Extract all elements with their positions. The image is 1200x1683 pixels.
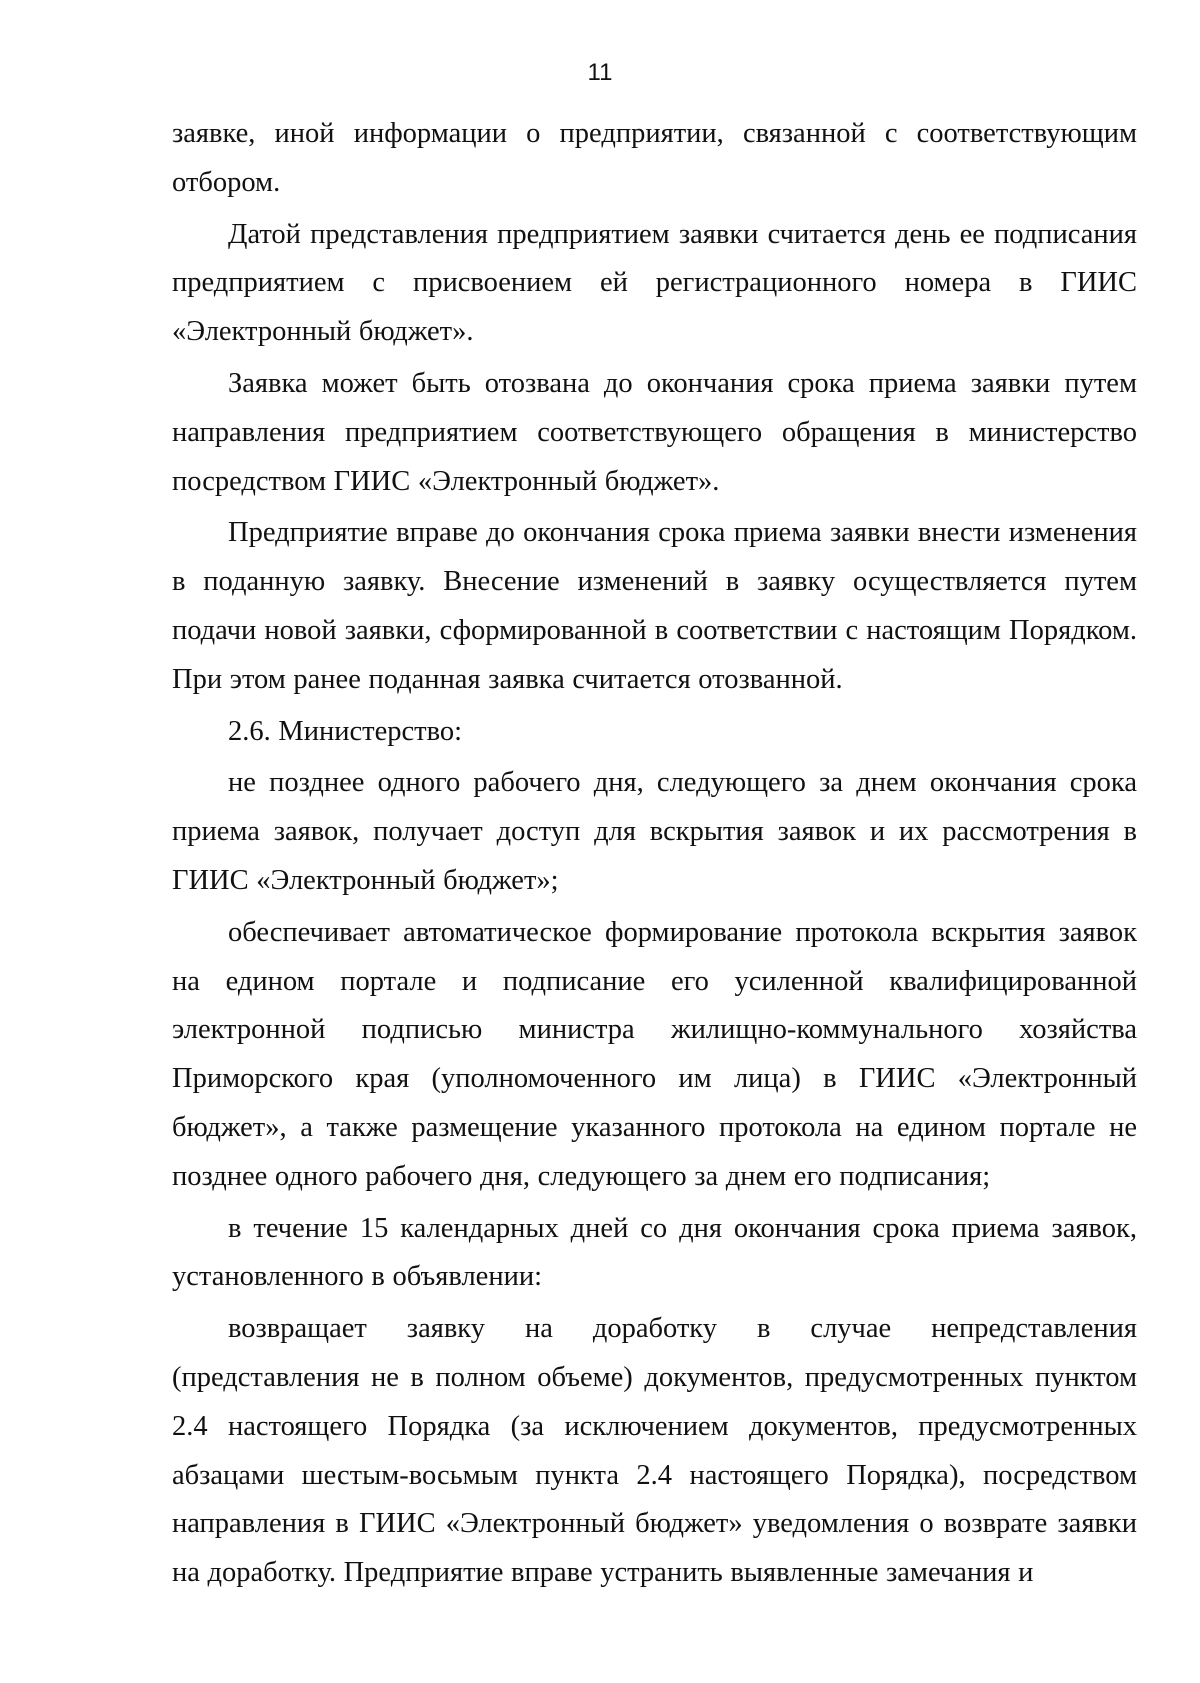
paragraph-changes: Предприятие вправе до окончания срока приема заявки внести изменения в поданную заявку. Внесение изменений в заявку осуществляется путем подачи новой заявки, сформированной в соответствии с настоящим Порядком. При этом ранее поданная заявка считается отозванной. (172, 517, 1137, 695)
paragraph-deadline: в течение 15 календарных дней со дня окончания срока приема заявок, установленного в объявлении: (172, 1212, 1137, 1293)
section-heading-2-6: 2.6. Министерство: (228, 715, 463, 747)
page-number: 11 (587, 59, 613, 86)
document-body (172, 110, 1137, 1601)
paragraph-continuation: заявке, иной информации о предприятии, связанной с соответствующим отбором. (172, 118, 1137, 198)
paragraph-protocol: обеспечивает автоматическое формирование протокола вскрытия заявок на едином портале и подписание его усиленной квалифицированной электронной подписью министра жилищно-коммунального хозяйства Приморского края (уполномоченного им лица) в ГИИС «Электронный бюджет», а также размещение указанного протокола на едином портале не позднее одного рабочего дня, следующего за днем его подписания; (172, 916, 1137, 1192)
paragraph-return: возвращает заявку на доработку в случае непредставления (представления не в полном объеме) документов, предусмотренных пунктом 2.4 настоящего Порядка (за исключением документов, предусмотренных абзацами шестым-восьмым пункта 2.4 настоящего Порядка), посредством направления в ГИИС «Электронный бюджет» уведомления о возврате заявки на доработку. Предприятие вправе устранить выявленные замечания и (172, 1313, 1137, 1589)
paragraph-access: не позднее одного рабочего дня, следующего за днем окончания срока приема заявок, получает доступ для вскрытия заявок и их рассмотрения в ГИИС «Электронный бюджет»; (172, 767, 1137, 896)
paragraph-submission-date: Датой представления предприятием заявки считается день ее подписания предприятием с присвоением ей регистрационного номера в ГИИС «Электронный бюджет». (172, 218, 1137, 348)
paragraph-withdrawal: Заявка может быть отозвана до окончания срока приема заявки путем направления предприятием соответствующего обращения в министерство посредством ГИИС «Электронный бюджет». (172, 367, 1137, 497)
